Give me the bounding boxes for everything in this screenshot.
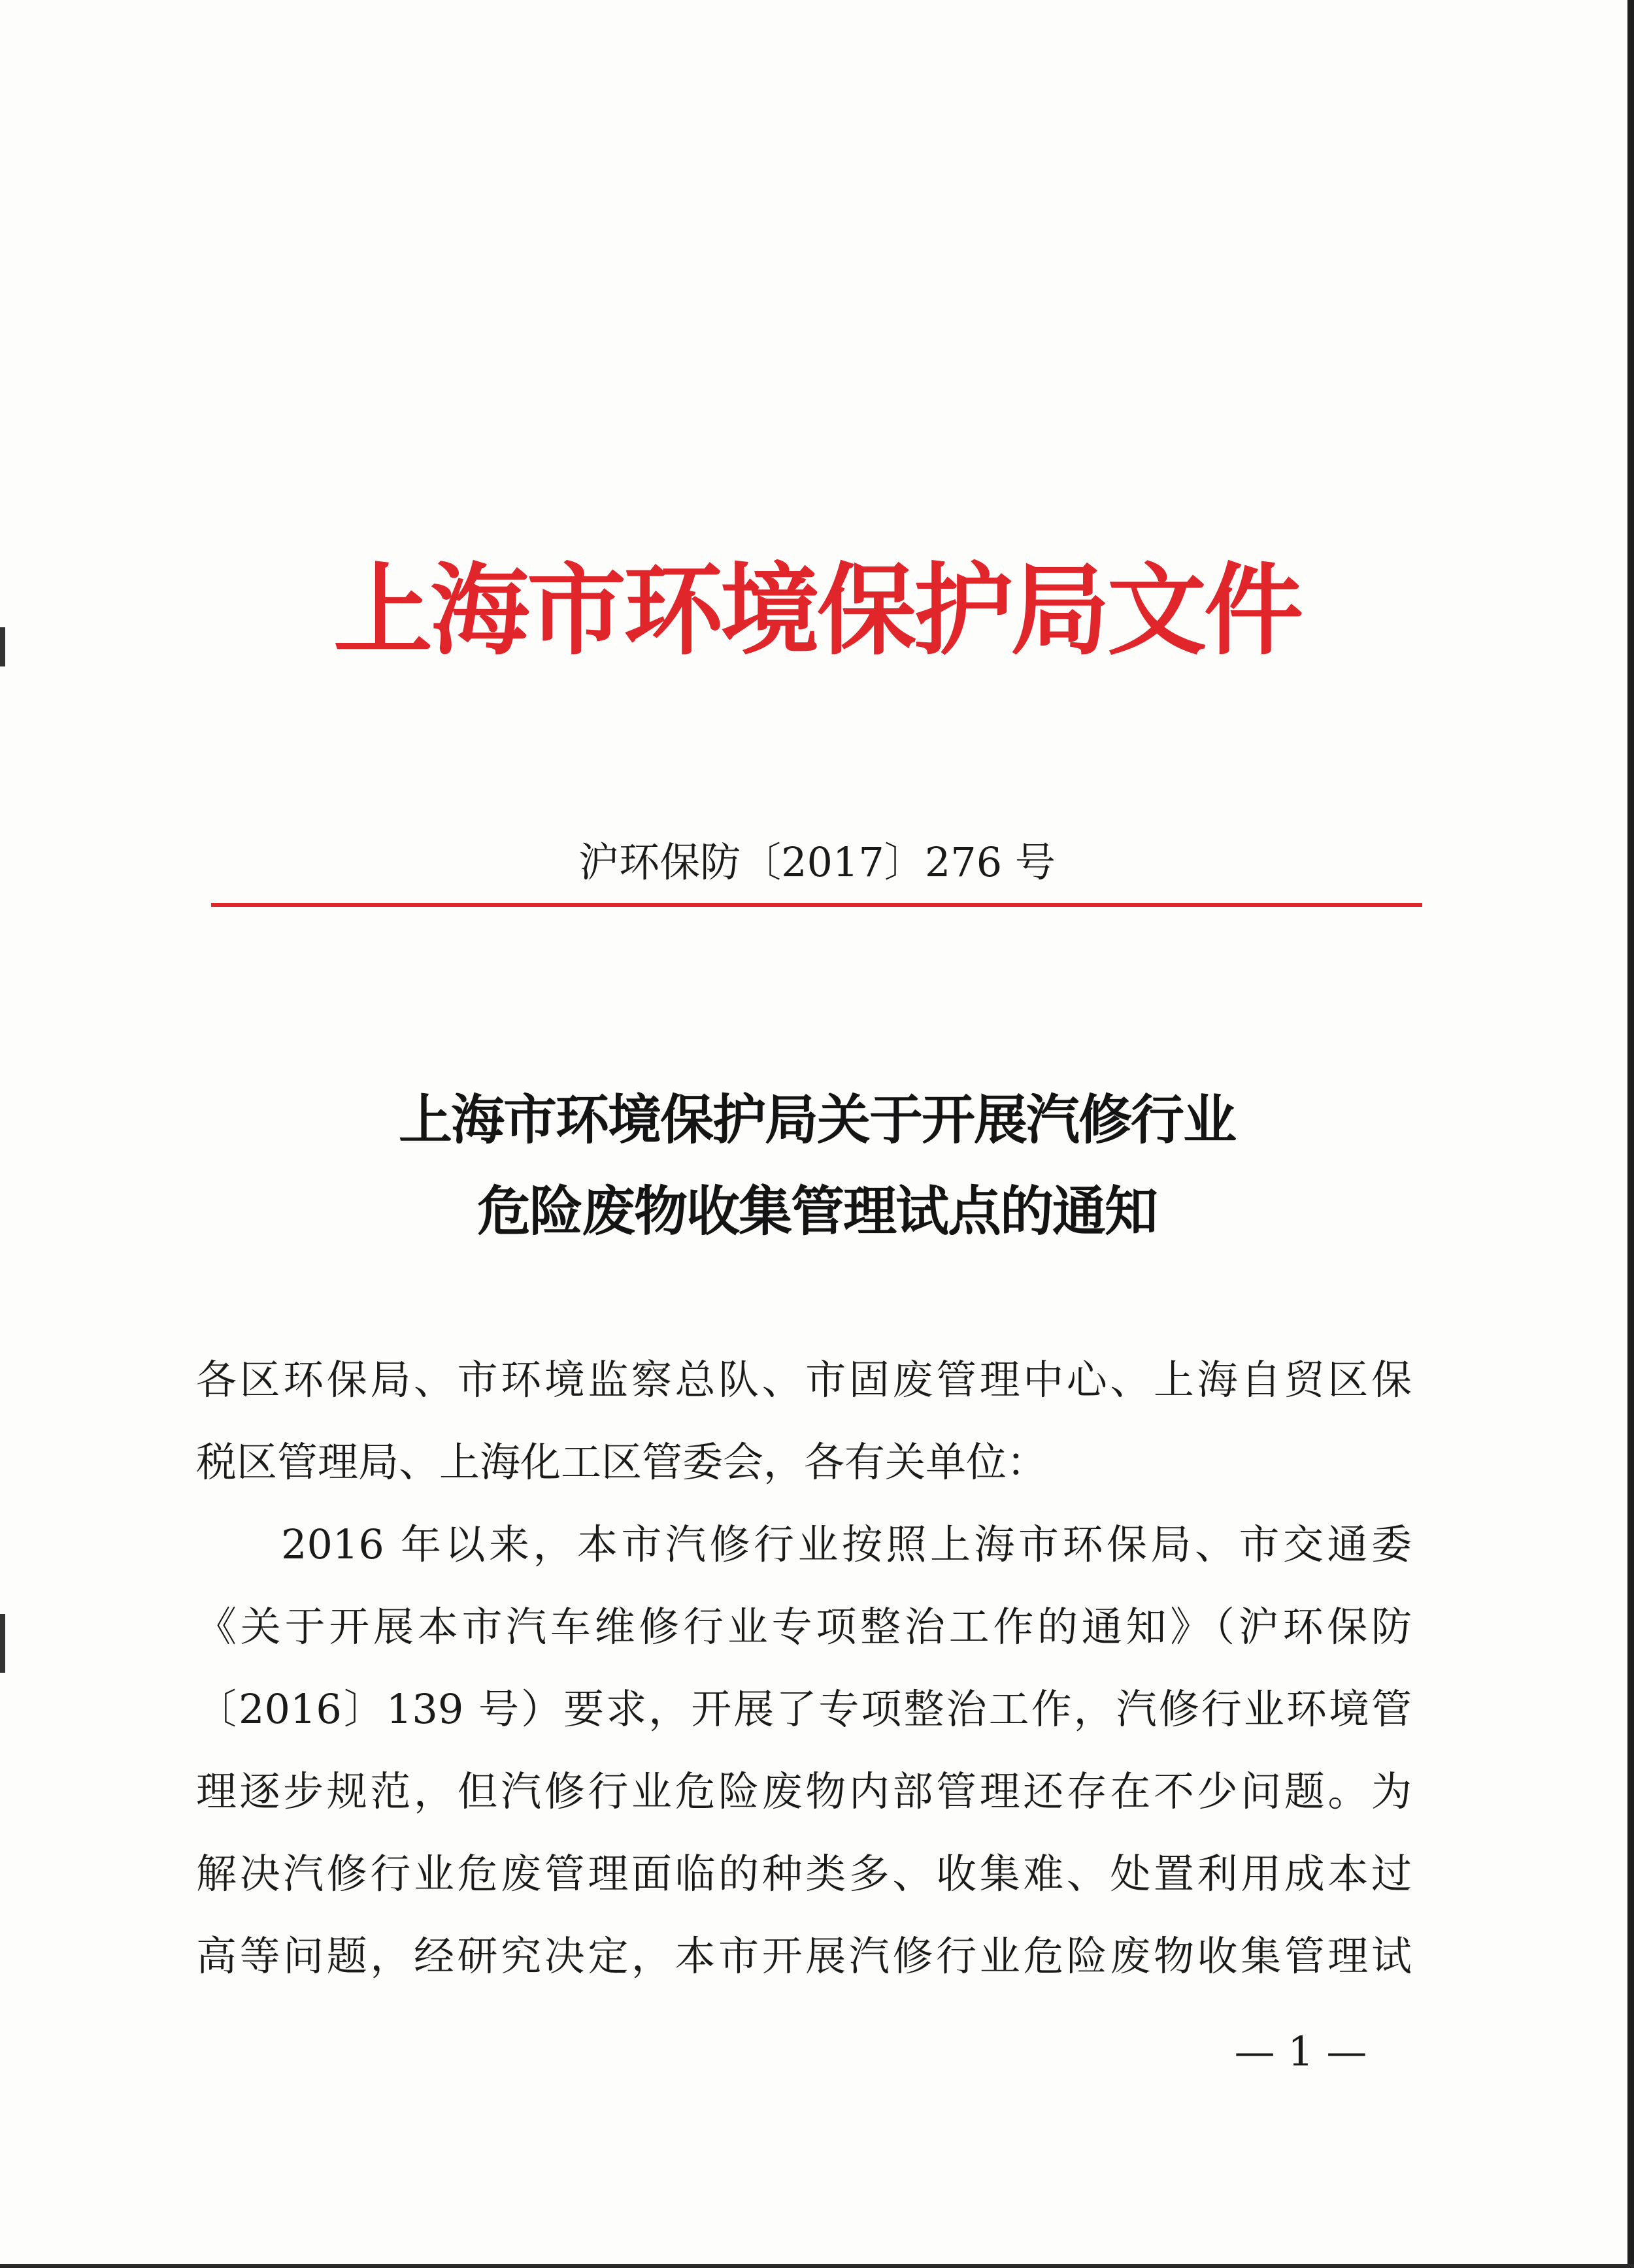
scan-edge-mark bbox=[0, 1614, 5, 1673]
masthead: 上海市环境保护局文件 bbox=[333, 553, 1301, 668]
body-line: 理逐步规范，但汽修行业危险废物内部管理还存在不少问题。为 bbox=[196, 1767, 1412, 1815]
document-title-line-2: 危险废物收集管理试点的通知 bbox=[476, 1181, 1157, 1243]
body-line: 《关于开展本市汽车维修行业专项整治工作的通知》（沪环保防 bbox=[196, 1603, 1412, 1651]
body-line: 〔2016〕139 号）要求，开展了专项整治工作，汽修行业环境管 bbox=[196, 1685, 1412, 1733]
body-line: 税区管理局、上海化工区管委会，各有关单位： bbox=[196, 1438, 1048, 1486]
document-title-line-1: 上海市环境保护局关于开展汽修行业 bbox=[398, 1089, 1235, 1151]
body-line: 2016 年以来，本市汽修行业按照上海市环保局、市交通委 bbox=[281, 1520, 1412, 1568]
body-line: 高等问题，经研究决定，本市开展汽修行业危险废物收集管理试 bbox=[196, 1932, 1412, 1980]
red-divider bbox=[211, 903, 1422, 907]
body-line: 各区环保局、市环境监察总队、市固废管理中心、上海自贸区保 bbox=[196, 1356, 1412, 1404]
page-number: — 1 — bbox=[1234, 2028, 1367, 2075]
scan-edge-bottom bbox=[0, 2264, 1634, 2268]
document-number: 沪环保防〔2017〕276 号 bbox=[578, 838, 1056, 886]
body-line: 解决汽修行业危废管理面临的种类多、收集难、处置利用成本过 bbox=[196, 1850, 1412, 1898]
